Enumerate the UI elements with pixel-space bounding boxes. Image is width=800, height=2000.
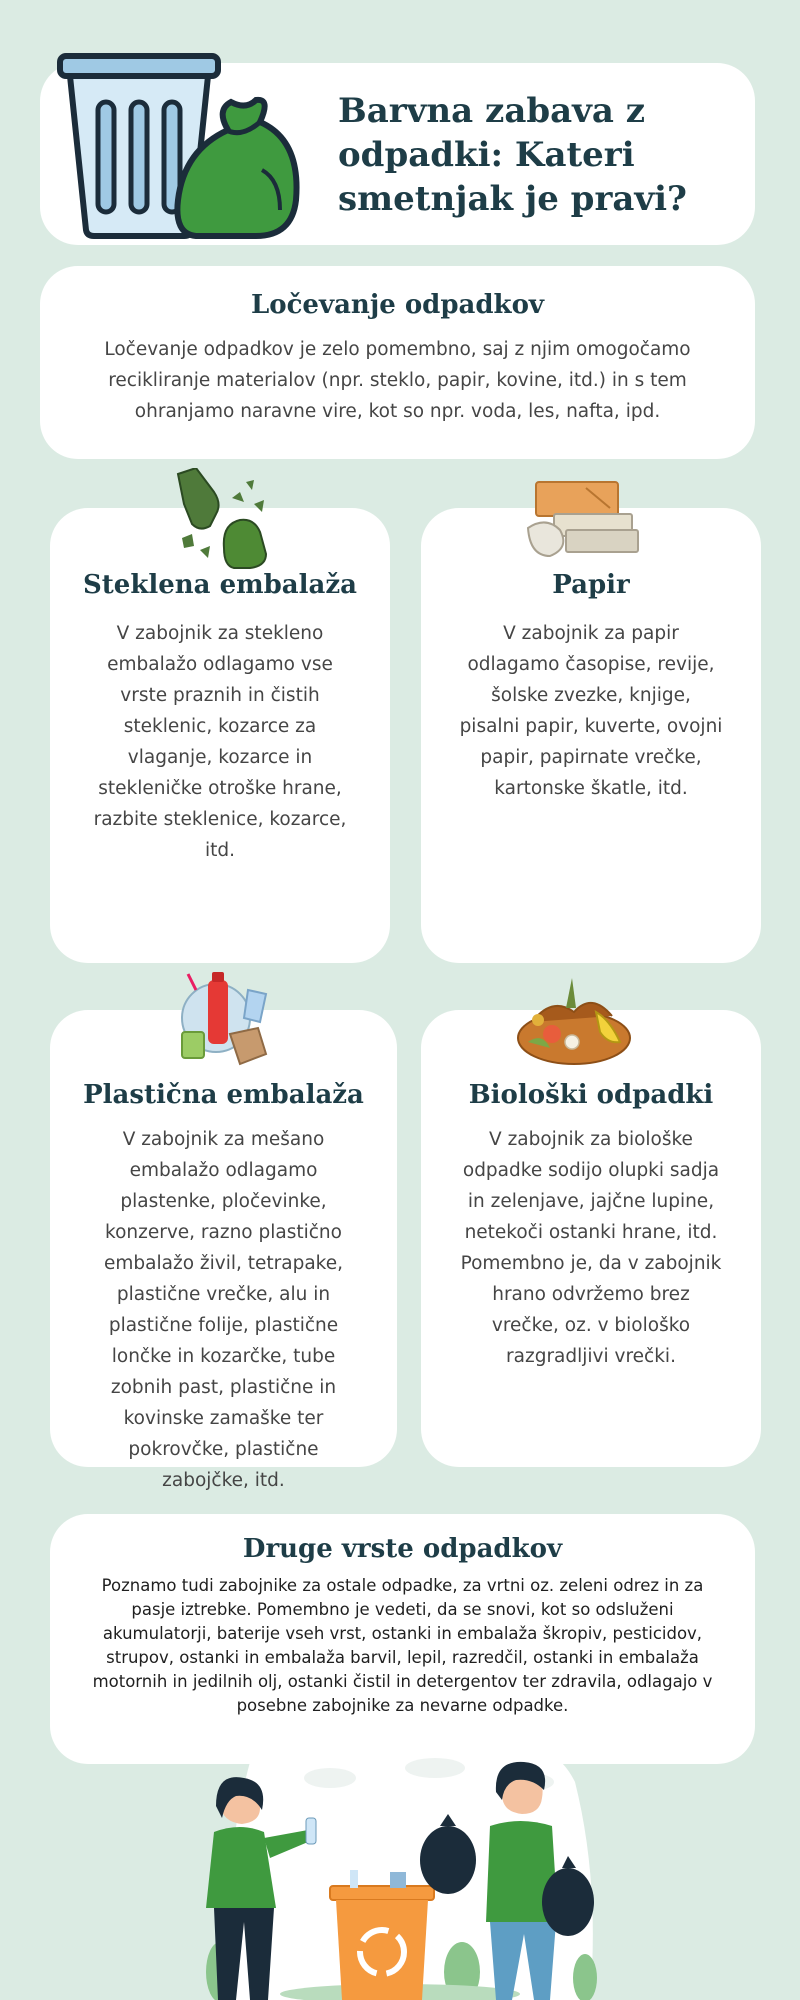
plastic-packaging-card [50,1010,397,1491]
broken-glass-icon [170,468,280,570]
intro-card [40,266,755,459]
glass-heading: Steklena embalaža [83,570,357,600]
intro-text: Ločevanje odpadkov je zelo pomembno, saj z njim omogočamo recikliranje materialov (npr. steklo, papir, kovine, itd.) in s tem ohranjamo naravne vire, kot so npr. voda, les, nafta, ipd. [104,339,691,422]
food-scraps-icon [512,972,634,1068]
page-title: Barvna zabava z odpadki: Kateri smetnjak je pravi? [338,91,687,219]
recycling-people-illustration [190,1722,610,2000]
paper-text: V zabojnik za papir odlagamo časopise, revije, šolske zvezke, knjige, pisalni papir, kuverte, ovojni papir, papirnate vrečke, kartonske škatle, itd. [459,623,723,799]
paper-pile-icon [526,478,642,560]
plastic-heading: Plastična embalaža [83,1080,364,1110]
glass-packaging-card [50,508,390,963]
bio-heading: Biološki odpadki [468,1080,714,1110]
bio-text: V zabojnik za biološke odpadke sodijo olupki sadja in zelenjave, jajčne lupine, netekoči ostanki hrane, itd. Pomembno je, da v zabojnik hrano odvržemo brez vrečke, oz. v biološko razgradljivi vrečki. [460,1129,722,1367]
other-text: Poznamo tudi zabojnike za ostale odpadke, za vrtni oz. zeleni odrez in za pasje iztrebke. Pomembno je vedeti, da se snovi, kot so odsluženi akumulatorji, baterije vseh vrst, ostanki in embalaža škropiv, pesticidov, strupov, ostanki in embalaža barvil, lepil, razredčil, ostanki in embalaža motornih in jedilnih olj, ostanki čistil in detergentov ter zdravila, odlagajo v posebne zabojnike za nevarne odpadke. [92,1576,713,1715]
paper-card [421,508,761,963]
recycling-bin-icon [330,1870,434,2000]
other-heading: Druge vrste odpadkov [242,1534,563,1564]
intro-heading: Ločevanje odpadkov [250,290,545,320]
plastic-text: V zabojnik za mešano embalažo odlagamo plastenke, pločevinke, konzerve, razno plastično embalažo živil, tetrapake, plastične vrečke, alu in plastične folije, plastične lončke in kozarčke, tube zobnih past, plastične in kovinske zamaške ter pokrovčke, plastične zabojčke, itd. [104,1129,343,1491]
plastic-items-icon [170,968,282,1068]
trash-can-icon [56,50,301,242]
bio-waste-card [421,1010,761,1467]
glass-text: V zabojnik za stekleno embalažo odlagamo vse vrste praznih in čistih steklenic, kozarce za vlaganje, kozarce in stekleničke otroške hrane, razbite steklenice, kozarce, itd. [93,623,347,861]
paper-heading: Papir [552,570,630,600]
